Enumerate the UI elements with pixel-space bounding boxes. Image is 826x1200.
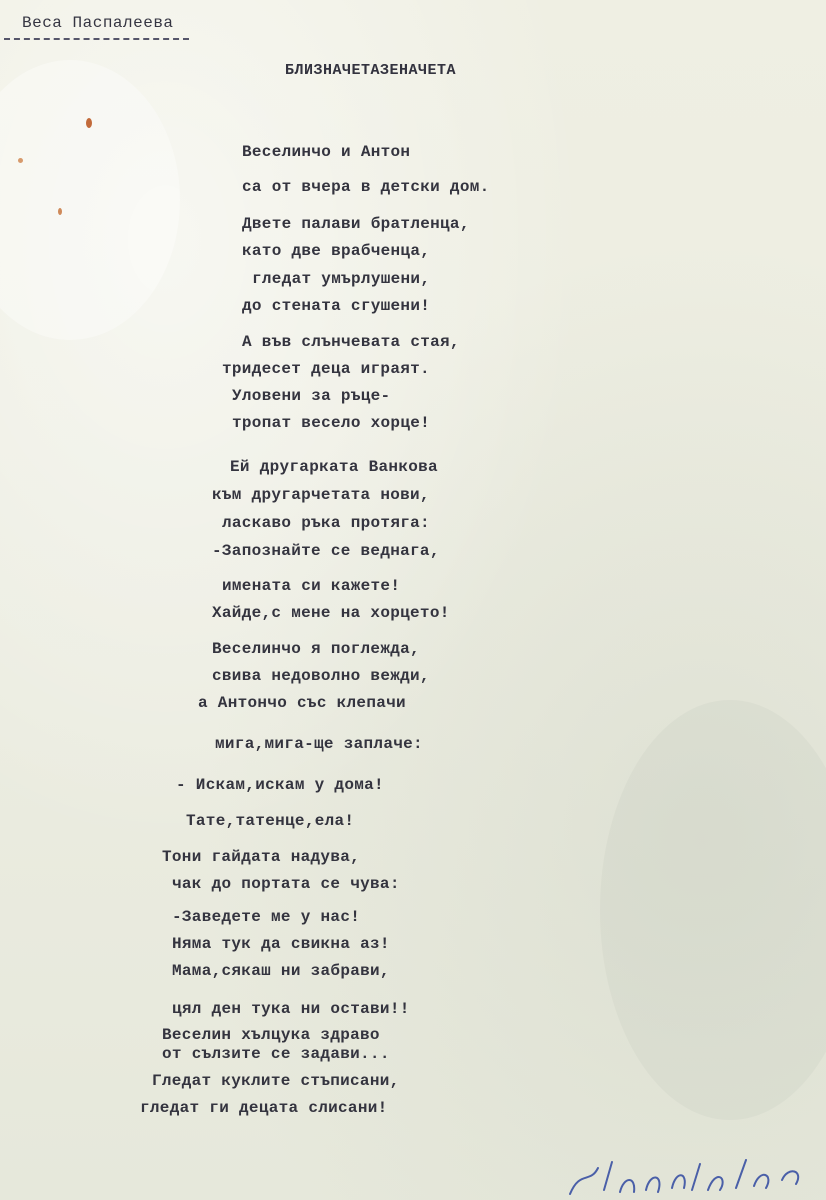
poem-line: чак до портата се чува:	[172, 875, 400, 893]
poem-line: -Запознайте се веднага,	[212, 542, 440, 560]
poem-line: - Искам,искам у дома!	[176, 776, 384, 794]
poem-line: гледат умърлушени,	[252, 270, 431, 288]
poem-line: Хайде,с мене на хорцето!	[212, 604, 450, 622]
rust-spot	[86, 118, 92, 128]
poem-line: цял ден тука ни остави!!	[172, 1000, 410, 1018]
poem-line: а Антончо със клепачи	[198, 694, 406, 712]
poem-line: Двете палави братленца,	[242, 215, 470, 233]
poem-line: ласкаво ръка протяга:	[222, 514, 430, 532]
poem-line: имената си кажете!	[222, 577, 401, 595]
poem-line: Ей другарката Ванкова	[230, 458, 438, 476]
poem-line: Тате,татенце,ела!	[186, 812, 355, 830]
poem-line: Веселинчо и Антон	[242, 143, 411, 161]
author-underline	[4, 38, 189, 40]
poem-line: Уловени за ръце-	[232, 387, 391, 405]
poem-line: като две врабченца,	[242, 242, 431, 260]
poem-line: Няма тук да свикна аз!	[172, 935, 390, 953]
handwritten-inventory-number	[560, 1150, 820, 1198]
poem-line: тропат весело хорце!	[232, 414, 431, 432]
poem-line: свива недоволно вежди,	[212, 667, 430, 685]
poem-line: Мама,сякаш ни забрави,	[172, 962, 390, 980]
poem-line: от сълзите се задави...	[162, 1045, 390, 1063]
poem-line: тридесет деца играят.	[222, 360, 430, 378]
poem-line: гледат ги децата слисани!	[140, 1099, 388, 1117]
author-name: Веса Паспалеева	[22, 14, 174, 32]
poem-line: до стената сгушени!	[242, 297, 431, 315]
poem-line: Веселинчо я поглежда,	[212, 640, 420, 658]
rust-spot	[18, 158, 23, 163]
poem-line: А във слънчевата стая,	[242, 333, 460, 351]
poem-title: БЛИЗНАЧЕТАЗЕНАЧЕТА	[285, 62, 457, 79]
poem-line: -Заведете ме у нас!	[172, 908, 361, 926]
poem-line: Тони гайдата надува,	[162, 848, 361, 866]
paper-wrinkle	[600, 700, 826, 1120]
poem-line: Гледат куклите стъписани,	[152, 1072, 400, 1090]
poem-line: са от вчера в детски дом.	[242, 178, 490, 196]
rust-spot	[58, 208, 62, 215]
poem-line: към другарчетата нови,	[212, 486, 430, 504]
paper-wrinkle	[0, 60, 180, 340]
poem-line: мига,мига-ще заплаче:	[215, 735, 423, 753]
poem-line: Веселин хълцука здраво	[162, 1026, 380, 1044]
